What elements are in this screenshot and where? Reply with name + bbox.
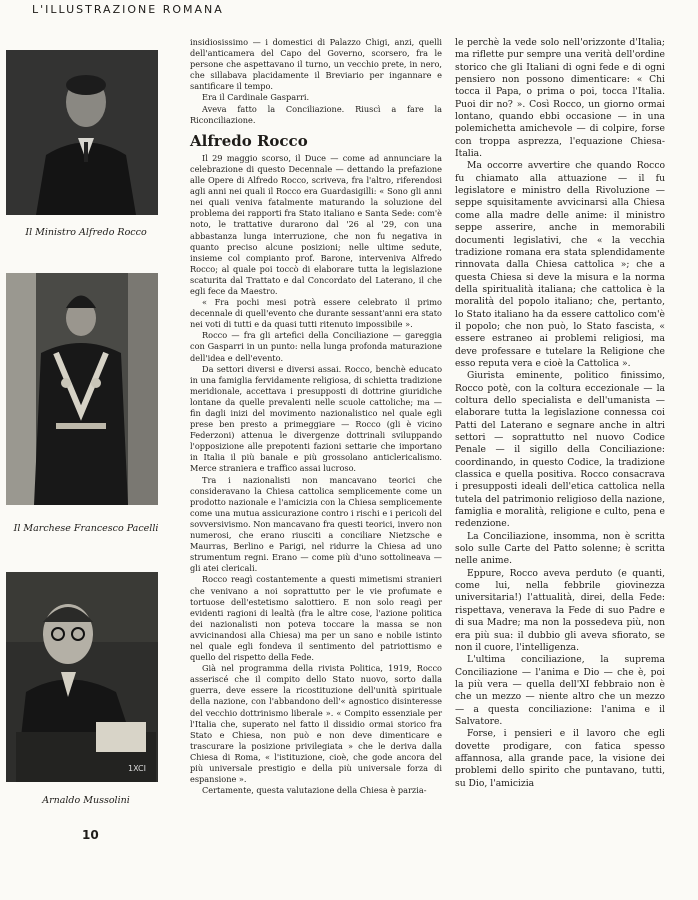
photo-arnaldo-mussolini: [6, 572, 158, 806]
caption-photo3: Arnaldo Mussolini: [42, 795, 130, 806]
body-paragraph: Certamente, questa valutazione della Chiesa è parzia-: [202, 785, 427, 796]
caption-photo1: Il Ministro Alfredo Rocco: [25, 227, 147, 238]
body-paragraph: Ma occorre avvertire che quando Rocco fu chiamato alla attuazione — il fu legislatore e ministro della Rivoluzione — seppe squisitamente avvicinarsi alla Chiesa come alla madre delle anime: il ministro seppe asserire, anche in memorabili documenti legislativi, che « la vecchia tradizione romana era stata splendidamente rinnovata dalla Chiesa cattolica »; che a questa Chiesa si deve la misura e la norma della spiritualità italiana; che cattolica è la moralità del popolo italiano; che, pertanto, lo Stato italiano ha da essere cattolico com'è il popolo; che non può, lo Stato fascista, « essere estraneo ai problemi religiosi, ma deve professare e tutelare la Religione che esso reputa vera e cioè la Cattolica ».: [455, 160, 665, 369]
body-paragraph: Giurista eminente, politico finissimo, Rocco potè, con la coltura eccezionale — la coltura dello specialista e dell'umanista — elaborare tutta la legislazione connessa coi Patti del Laterano e segnare anche in altri settori — soprattutto nel nuovo Codice Penale — il sigillo della Conciliazione: coordinando, in questo Codice, la tradizione classica e quella positiva. Rocco consacrava i presupposti ideali dell'etica cattolica nella tutela del patrimonio religioso della nazione, famiglia e moralità, religione e culto, pena e redenzione.: [455, 370, 665, 530]
page-number: 10: [82, 828, 99, 842]
article-column-2: [455, 37, 665, 790]
article-column-1: [190, 37, 442, 796]
body-paragraph: le perchè la vede solo nell'orizzonte d'Italia; ma riflette pur sempre una verità dell'ordine storico che gli Italiani di ogni fede e di ogni pensiero non possono dimenticare: « Chi tocca il Papa, o prima o poi, tocca l'Italia. Puoi dir no? ». Così Rocco, un giorno ormai lontano, quando ebbi occasione — in una polemichetta amichevole — di colpire, forse con troppa asprezza, l'equazione Chiesa-Italia.: [455, 37, 665, 160]
running-header: L'ILLUSTRAZIONE ROMANA: [32, 3, 224, 16]
intro-paragraph: Era il Cardinale Gasparri.: [202, 92, 310, 103]
portrait-pacelli-image: [6, 273, 158, 505]
caption-photo2: Il Marchese Francesco Pacelli: [13, 523, 159, 534]
body-paragraph: Già nel programma della rivista Politica, 1919, Rocco asseriscé che il compito dello Stato nuovo, sorto dalla guerra, deve essere la ricostituzione dell'unità spirituale della nazione, con l'abbandono dell'« agnostico disinteresse del vecchio dottrinismo liberale ». « Compito essenziale per l'Italia che, superato nel fatto il dissidio ormai storico fra Stato e Chiesa, non può e non deve dimenticare e trascurare la posizione privilegiata » che le deriva dalla Chiesa di Roma, « l'istituzione, cioè, che gode ancora del più universale prestigio e della più universale forza di espansione ».: [190, 663, 442, 785]
body-paragraph: Rocco — fra gli artefici della Conciliazione — gareggia con Gasparri in un punto: nella lunga profonda maturazione dell'idea e dell'evento.: [190, 330, 442, 363]
photo-alfredo-rocco: [6, 50, 158, 238]
body-paragraph: Forse, i pensieri e il lavoro che egli dovette prodigare, con fatica spesso affannosa, alla grande pace, la visione dei problemi dello spirito che puntavano, tutti, su Dio, l'amicizia: [455, 728, 665, 789]
body-paragraph: Rocco reagì costantemente a questi mimetismi stranieri che venivano a noi soprattutto per le vie profumate e tortuose dell'estetismo salottiero. E non solo reagì per evidenti ragioni di lealtà (fra le altre cose, l'azione politica dei nazionalisti non poteva toccare la massa se non avvicinandosi alla Chiesa) ma per un sano e nobile istinto nel quale egli fondeva il sentimento del patriottismo e quello del rispetto della Fede.: [190, 574, 442, 663]
body-paragraph: « Fra pochi mesi potrà essere celebrato il primo decennale di quell'evento che durante sessant'anni era stato nei voti di tutti e da quasi tutti ritenuto impossibile ».: [190, 297, 442, 330]
body-paragraph: Eppure, Rocco aveva perduto (e quanti, come lui, nella febbrile giovinezza universitaria!) l'attualità, direi, della Fede: rispettava, venerava la Fede di suo Padre e di sua Madre; ma non la possedeva più, non era più sua: il dubbio gli aveva sfiorato, se non il cuore, l'intelligenza.: [455, 567, 665, 653]
portrait-rocco-image: [6, 50, 158, 215]
article-title: Alfredo Rocco: [190, 131, 308, 150]
photo3-stamp: 1XCI: [128, 764, 146, 773]
intro-paragraph: Aveva fatto la Conciliazione. Riuscì a fare la Riconciliazione.: [190, 103, 442, 125]
intro-paragraph: insidiosissimo — i domestici di Palazzo Chigi, anzi, quelli dell'anticamera del Capo del Governo, scorsero, fra le persone che aspettavano il turno, un vecchio prete, in nero, che sillabava placidamente il Breviario per ingannare e santificare il tempo.: [190, 37, 442, 92]
body-paragraph: La Conciliazione, insomma, non è scritta solo sulle Carte del Patto solenne; è scritta nelle anime.: [455, 530, 665, 567]
body-paragraph: Da settori diversi e diversi assai. Rocco, benchè educato in una famiglia fervidamente religiosa, di schietta tradizione meridionale, accettava i presupposti di dottrine giuridiche lontane da quelle prevalenti nelle scuole cattoliche; ma — fin dagli inizi del movimento nazionalistico nel quale egli prese ben presto a primeggiare — Rocco (gli è vicino Federzoni) attenua le divergenze dottrinali sviluppando l'opposizione alle prepotenti fazioni settarie che importano in Italia il più banale e più grossolano anticlericalismo. Merce straniera e traffico assai lucroso.: [190, 363, 442, 474]
body-paragraph: Il 29 maggio scorso, il Duce — come ad annunciare la celebrazione di questo Decennale — dettando la prefazione alle Opere di Alfredo Rocco, scriveva, fra l'altro, riferendosi agli anni nei quali il Rocco era Guardasigilli: « Sono gli anni nei quali veniva fatalmente maturando la soluzione del problema dei rapporti fra Stato italiano e Santa Sede: com'è noto, le trattative durarono dal '26 al '29, con una abbastanza lunga interruzione, che non fu negativa in quanto preciso alcune posizioni; nelle ultime sedute, insieme col compianto prof. Barone, interveniva Alfredo Rocco; al quale poi toccò di elaborare tutta la legislazione scaturita dal Trattato e dal Concordato del Laterano, il che egli fece da Maestro.: [190, 152, 442, 296]
body-paragraph: Tra i nazionalisti non mancavano teorici che consideravano la Chiesa cattolica semplicemente come un prodotto nazionale e l'amicizia con la Chiesa semplicemente come una mutua assicurazione contro i rischi e i pericoli del sovversivismo. Non mancavano fra questi teorici, invero non numerosi, che erano riusciti a conciliare Nietzsche e Maurras, Berlino e Parigi, nel ridurre la Chiesa ad uno strumentum regni. Erano — come più d'uno sottolineava — gli atei clericali.: [190, 474, 442, 574]
photo-francesco-pacelli: [6, 273, 159, 534]
body-paragraph: L'ultima conciliazione, la suprema Conciliazione — l'anima e Dio — che è, poi la più vera — quella dell'XI febbraio non è che un mezzo — niente altro che un mezzo — a questa conciliazione: l'anima e il Salvatore.: [455, 654, 665, 727]
portrait-mussolini-image: [6, 572, 158, 782]
